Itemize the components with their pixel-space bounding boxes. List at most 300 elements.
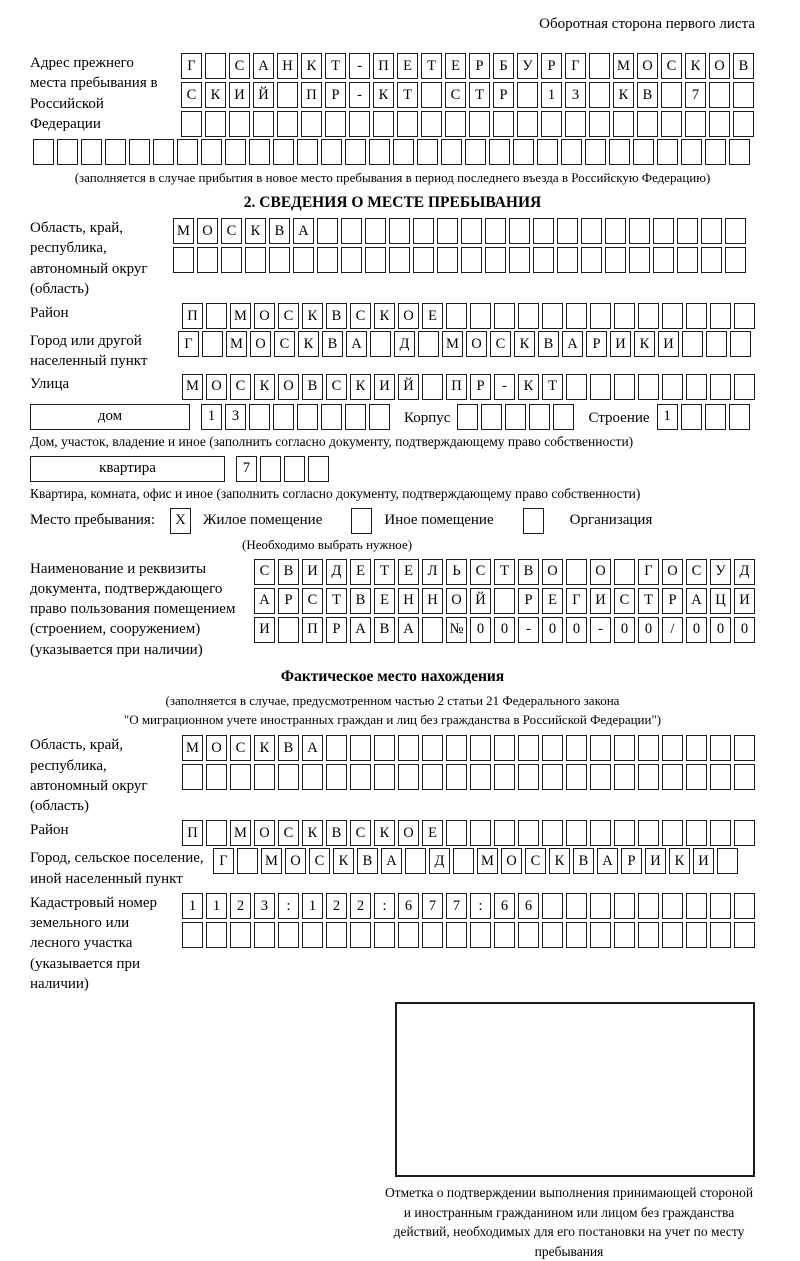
char-box[interactable] <box>422 374 443 400</box>
char-box[interactable]: С <box>326 374 347 400</box>
char-box[interactable] <box>710 374 731 400</box>
char-box[interactable]: 3 <box>225 404 246 430</box>
char-box[interactable]: Е <box>542 588 563 614</box>
char-box[interactable] <box>422 735 443 761</box>
char-box[interactable] <box>517 111 538 137</box>
char-box[interactable] <box>445 111 466 137</box>
char-box[interactable] <box>421 82 442 108</box>
char-box[interactable] <box>237 848 258 874</box>
char-box[interactable] <box>302 922 323 948</box>
char-box[interactable]: С <box>470 559 491 585</box>
char-box[interactable] <box>566 303 587 329</box>
char-box[interactable] <box>230 922 251 948</box>
char-box[interactable] <box>686 735 707 761</box>
char-box[interactable] <box>254 922 275 948</box>
char-box[interactable]: Е <box>397 53 418 79</box>
char-box[interactable]: - <box>349 82 370 108</box>
char-box[interactable] <box>686 922 707 948</box>
char-box[interactable]: В <box>350 588 371 614</box>
char-box[interactable]: Д <box>734 559 755 585</box>
checkbox-org[interactable] <box>523 508 544 534</box>
char-box[interactable] <box>470 764 491 790</box>
char-box[interactable] <box>725 247 746 273</box>
char-box[interactable] <box>278 617 299 643</box>
char-box[interactable] <box>701 218 722 244</box>
char-box[interactable] <box>201 139 222 165</box>
char-box[interactable]: С <box>686 559 707 585</box>
char-box[interactable]: 3 <box>254 893 275 919</box>
char-box[interactable] <box>254 764 275 790</box>
char-box[interactable]: И <box>302 559 323 585</box>
char-box[interactable] <box>369 139 390 165</box>
char-box[interactable] <box>686 820 707 846</box>
char-box[interactable]: С <box>254 559 275 585</box>
char-box[interactable]: В <box>538 331 559 357</box>
char-box[interactable]: О <box>709 53 730 79</box>
char-box[interactable] <box>225 139 246 165</box>
char-box[interactable]: К <box>205 82 226 108</box>
char-box[interactable]: В <box>518 559 539 585</box>
char-box[interactable]: 0 <box>494 617 515 643</box>
char-box[interactable] <box>470 922 491 948</box>
char-box[interactable] <box>374 735 395 761</box>
char-box[interactable] <box>542 735 563 761</box>
char-box[interactable]: В <box>573 848 594 874</box>
char-box[interactable]: К <box>514 331 535 357</box>
char-box[interactable] <box>614 735 635 761</box>
char-box[interactable] <box>206 303 227 329</box>
char-box[interactable] <box>686 893 707 919</box>
char-box[interactable]: К <box>634 331 655 357</box>
char-box[interactable] <box>685 111 706 137</box>
char-box[interactable] <box>269 247 290 273</box>
char-box[interactable] <box>489 139 510 165</box>
char-box[interactable]: 1 <box>182 893 203 919</box>
char-box[interactable] <box>397 111 418 137</box>
char-box[interactable] <box>57 139 78 165</box>
char-box[interactable]: К <box>254 735 275 761</box>
char-box[interactable] <box>590 374 611 400</box>
char-box[interactable] <box>662 893 683 919</box>
char-box[interactable]: А <box>562 331 583 357</box>
char-box[interactable]: М <box>173 218 194 244</box>
char-box[interactable]: М <box>226 331 247 357</box>
char-box[interactable] <box>686 764 707 790</box>
char-box[interactable]: 0 <box>734 617 755 643</box>
char-box[interactable]: Т <box>397 82 418 108</box>
char-box[interactable] <box>197 247 218 273</box>
char-box[interactable]: 1 <box>302 893 323 919</box>
char-box[interactable] <box>709 111 730 137</box>
char-box[interactable]: Й <box>253 82 274 108</box>
char-box[interactable]: И <box>734 588 755 614</box>
char-box[interactable] <box>297 404 318 430</box>
char-box[interactable] <box>469 111 490 137</box>
char-box[interactable] <box>638 893 659 919</box>
char-box[interactable] <box>321 404 342 430</box>
char-box[interactable]: - <box>349 53 370 79</box>
char-box[interactable]: А <box>350 617 371 643</box>
char-box[interactable] <box>349 111 370 137</box>
char-box[interactable] <box>206 922 227 948</box>
char-box[interactable]: К <box>374 303 395 329</box>
char-box[interactable]: - <box>494 374 515 400</box>
char-box[interactable]: О <box>206 735 227 761</box>
char-box[interactable] <box>325 111 346 137</box>
char-box[interactable]: В <box>278 559 299 585</box>
char-box[interactable] <box>437 247 458 273</box>
char-box[interactable]: Г <box>181 53 202 79</box>
char-box[interactable] <box>461 218 482 244</box>
char-box[interactable]: В <box>357 848 378 874</box>
char-box[interactable] <box>421 111 442 137</box>
char-box[interactable]: 1 <box>657 404 678 430</box>
char-box[interactable] <box>734 764 755 790</box>
char-box[interactable]: И <box>229 82 250 108</box>
char-box[interactable]: А <box>254 588 275 614</box>
char-box[interactable]: К <box>613 82 634 108</box>
char-box[interactable] <box>181 111 202 137</box>
char-box[interactable] <box>245 247 266 273</box>
char-box[interactable]: Т <box>421 53 442 79</box>
char-box[interactable] <box>706 331 727 357</box>
char-box[interactable] <box>590 893 611 919</box>
char-box[interactable] <box>302 764 323 790</box>
char-box[interactable]: 0 <box>470 617 491 643</box>
char-box[interactable] <box>662 303 683 329</box>
char-box[interactable] <box>413 218 434 244</box>
char-box[interactable]: Ь <box>446 559 467 585</box>
char-box[interactable]: 1 <box>201 404 222 430</box>
char-box[interactable] <box>389 218 410 244</box>
char-box[interactable]: Г <box>638 559 659 585</box>
char-box[interactable] <box>273 404 294 430</box>
char-box[interactable] <box>590 303 611 329</box>
char-box[interactable] <box>253 111 274 137</box>
char-box[interactable]: О <box>254 820 275 846</box>
char-box[interactable] <box>278 922 299 948</box>
char-box[interactable]: И <box>693 848 714 874</box>
char-box[interactable] <box>542 764 563 790</box>
char-box[interactable] <box>273 139 294 165</box>
char-box[interactable] <box>205 53 226 79</box>
char-box[interactable] <box>341 218 362 244</box>
char-box[interactable]: Г <box>565 53 586 79</box>
char-box[interactable]: Б <box>493 53 514 79</box>
char-box[interactable]: В <box>322 331 343 357</box>
char-box[interactable] <box>398 764 419 790</box>
char-box[interactable]: А <box>346 331 367 357</box>
char-box[interactable]: Е <box>445 53 466 79</box>
char-box[interactable] <box>734 820 755 846</box>
char-box[interactable]: Д <box>394 331 415 357</box>
char-box[interactable] <box>373 111 394 137</box>
char-box[interactable] <box>681 404 702 430</box>
char-box[interactable]: С <box>181 82 202 108</box>
char-box[interactable] <box>470 303 491 329</box>
char-box[interactable]: А <box>253 53 274 79</box>
char-box[interactable]: 6 <box>494 893 515 919</box>
char-box[interactable] <box>326 764 347 790</box>
char-box[interactable] <box>662 820 683 846</box>
char-box[interactable] <box>710 820 731 846</box>
char-box[interactable]: Н <box>398 588 419 614</box>
char-box[interactable] <box>485 247 506 273</box>
char-box[interactable]: Р <box>326 617 347 643</box>
char-box[interactable] <box>249 139 270 165</box>
char-box[interactable] <box>470 820 491 846</box>
char-box[interactable] <box>453 848 474 874</box>
char-box[interactable]: Е <box>422 303 443 329</box>
char-box[interactable]: 3 <box>565 82 586 108</box>
char-box[interactable]: У <box>517 53 538 79</box>
char-box[interactable] <box>677 247 698 273</box>
char-box[interactable] <box>297 139 318 165</box>
char-box[interactable] <box>661 111 682 137</box>
char-box[interactable] <box>614 374 635 400</box>
char-box[interactable]: М <box>230 820 251 846</box>
char-box[interactable] <box>542 893 563 919</box>
char-box[interactable] <box>541 111 562 137</box>
char-box[interactable]: Ц <box>710 588 731 614</box>
char-box[interactable] <box>221 247 242 273</box>
char-box[interactable] <box>365 218 386 244</box>
char-box[interactable] <box>129 139 150 165</box>
char-box[interactable]: С <box>302 588 323 614</box>
char-box[interactable] <box>405 848 426 874</box>
char-box[interactable]: 7 <box>685 82 706 108</box>
char-box[interactable] <box>422 764 443 790</box>
char-box[interactable] <box>734 374 755 400</box>
char-box[interactable] <box>418 331 439 357</box>
char-box[interactable] <box>710 303 731 329</box>
char-box[interactable]: 1 <box>541 82 562 108</box>
char-box[interactable] <box>493 111 514 137</box>
char-box[interactable] <box>709 82 730 108</box>
char-box[interactable] <box>494 303 515 329</box>
char-box[interactable]: Е <box>398 559 419 585</box>
char-box[interactable] <box>566 735 587 761</box>
char-box[interactable]: 1 <box>206 893 227 919</box>
char-box[interactable] <box>389 247 410 273</box>
char-box[interactable] <box>441 139 462 165</box>
char-box[interactable] <box>638 922 659 948</box>
char-box[interactable] <box>557 247 578 273</box>
char-box[interactable] <box>614 893 635 919</box>
char-box[interactable] <box>653 247 674 273</box>
char-box[interactable]: С <box>350 303 371 329</box>
char-box[interactable] <box>437 218 458 244</box>
char-box[interactable] <box>590 735 611 761</box>
char-box[interactable] <box>494 588 515 614</box>
char-box[interactable]: 6 <box>398 893 419 919</box>
char-box[interactable] <box>470 735 491 761</box>
char-box[interactable] <box>153 139 174 165</box>
char-box[interactable] <box>182 922 203 948</box>
char-box[interactable]: О <box>250 331 271 357</box>
char-box[interactable]: К <box>302 820 323 846</box>
char-box[interactable] <box>542 922 563 948</box>
char-box[interactable] <box>661 82 682 108</box>
char-box[interactable]: Е <box>350 559 371 585</box>
char-box[interactable] <box>293 247 314 273</box>
char-box[interactable]: И <box>254 617 275 643</box>
char-box[interactable]: 0 <box>686 617 707 643</box>
char-box[interactable]: 0 <box>566 617 587 643</box>
char-box[interactable]: М <box>261 848 282 874</box>
char-box[interactable]: О <box>662 559 683 585</box>
char-box[interactable]: В <box>278 735 299 761</box>
char-box[interactable] <box>206 764 227 790</box>
char-box[interactable] <box>710 893 731 919</box>
char-box[interactable]: К <box>298 331 319 357</box>
char-box[interactable]: № <box>446 617 467 643</box>
char-box[interactable]: С <box>221 218 242 244</box>
char-box[interactable] <box>345 404 366 430</box>
char-box[interactable] <box>33 139 54 165</box>
char-box[interactable]: В <box>374 617 395 643</box>
char-box[interactable] <box>350 922 371 948</box>
char-box[interactable] <box>614 303 635 329</box>
char-box[interactable]: - <box>590 617 611 643</box>
char-box[interactable] <box>446 735 467 761</box>
char-box[interactable] <box>581 218 602 244</box>
char-box[interactable] <box>513 139 534 165</box>
char-box[interactable]: Р <box>325 82 346 108</box>
char-box[interactable] <box>370 331 391 357</box>
char-box[interactable] <box>638 764 659 790</box>
char-box[interactable]: Н <box>422 588 443 614</box>
char-box[interactable] <box>710 735 731 761</box>
char-box[interactable] <box>105 139 126 165</box>
char-box[interactable]: К <box>374 820 395 846</box>
char-box[interactable]: П <box>301 82 322 108</box>
char-box[interactable] <box>326 922 347 948</box>
char-box[interactable]: А <box>381 848 402 874</box>
char-box[interactable] <box>629 218 650 244</box>
char-box[interactable] <box>717 848 738 874</box>
char-box[interactable]: С <box>229 53 250 79</box>
char-box[interactable]: Р <box>470 374 491 400</box>
char-box[interactable]: М <box>477 848 498 874</box>
char-box[interactable]: 0 <box>614 617 635 643</box>
char-box[interactable] <box>729 139 750 165</box>
char-box[interactable] <box>681 139 702 165</box>
char-box[interactable] <box>446 303 467 329</box>
checkbox-zhiloe[interactable]: X <box>170 508 191 534</box>
char-box[interactable]: 7 <box>236 456 257 482</box>
char-box[interactable] <box>461 247 482 273</box>
char-box[interactable]: О <box>466 331 487 357</box>
char-box[interactable]: 2 <box>230 893 251 919</box>
char-box[interactable]: А <box>398 617 419 643</box>
char-box[interactable] <box>734 303 755 329</box>
char-box[interactable] <box>662 374 683 400</box>
char-box[interactable] <box>605 218 626 244</box>
char-box[interactable]: С <box>230 735 251 761</box>
char-box[interactable]: О <box>501 848 522 874</box>
char-box[interactable] <box>614 922 635 948</box>
char-box[interactable]: К <box>254 374 275 400</box>
checkbox-inoe[interactable] <box>351 508 372 534</box>
char-box[interactable] <box>230 764 251 790</box>
char-box[interactable] <box>629 247 650 273</box>
char-box[interactable] <box>589 111 610 137</box>
char-box[interactable]: П <box>446 374 467 400</box>
char-box[interactable] <box>260 456 281 482</box>
char-box[interactable] <box>422 922 443 948</box>
char-box[interactable]: В <box>326 820 347 846</box>
char-box[interactable] <box>422 617 443 643</box>
char-box[interactable] <box>206 820 227 846</box>
char-box[interactable]: К <box>245 218 266 244</box>
char-box[interactable]: Е <box>374 588 395 614</box>
char-box[interactable] <box>177 139 198 165</box>
char-box[interactable]: В <box>637 82 658 108</box>
char-box[interactable]: Р <box>469 53 490 79</box>
char-box[interactable] <box>518 764 539 790</box>
char-box[interactable]: С <box>278 820 299 846</box>
char-box[interactable]: К <box>350 374 371 400</box>
char-box[interactable]: Т <box>542 374 563 400</box>
char-box[interactable] <box>369 404 390 430</box>
char-box[interactable]: О <box>398 303 419 329</box>
char-box[interactable]: 2 <box>350 893 371 919</box>
char-box[interactable] <box>374 764 395 790</box>
char-box[interactable] <box>733 111 754 137</box>
char-box[interactable] <box>457 404 478 430</box>
char-box[interactable]: Т <box>326 588 347 614</box>
char-box[interactable] <box>662 735 683 761</box>
char-box[interactable] <box>533 218 554 244</box>
char-box[interactable] <box>734 893 755 919</box>
char-box[interactable]: Г <box>178 331 199 357</box>
char-box[interactable] <box>566 374 587 400</box>
char-box[interactable] <box>341 247 362 273</box>
char-box[interactable]: Г <box>566 588 587 614</box>
char-box[interactable] <box>557 218 578 244</box>
char-box[interactable]: Т <box>374 559 395 585</box>
char-box[interactable]: : <box>278 893 299 919</box>
char-box[interactable]: С <box>230 374 251 400</box>
char-box[interactable] <box>350 735 371 761</box>
char-box[interactable] <box>605 247 626 273</box>
char-box[interactable]: С <box>274 331 295 357</box>
char-box[interactable]: С <box>350 820 371 846</box>
char-box[interactable] <box>566 893 587 919</box>
char-box[interactable]: Р <box>493 82 514 108</box>
char-box[interactable]: К <box>549 848 570 874</box>
char-box[interactable] <box>465 139 486 165</box>
char-box[interactable] <box>677 218 698 244</box>
char-box[interactable] <box>653 218 674 244</box>
char-box[interactable] <box>308 456 329 482</box>
char-box[interactable] <box>638 820 659 846</box>
char-box[interactable]: С <box>309 848 330 874</box>
char-box[interactable] <box>542 303 563 329</box>
char-box[interactable] <box>590 764 611 790</box>
char-box[interactable]: С <box>661 53 682 79</box>
char-box[interactable] <box>590 922 611 948</box>
char-box[interactable]: В <box>269 218 290 244</box>
char-box[interactable]: М <box>182 735 203 761</box>
char-box[interactable] <box>417 139 438 165</box>
char-box[interactable] <box>734 922 755 948</box>
char-box[interactable] <box>345 139 366 165</box>
char-box[interactable] <box>537 139 558 165</box>
char-box[interactable] <box>638 374 659 400</box>
char-box[interactable]: Д <box>429 848 450 874</box>
